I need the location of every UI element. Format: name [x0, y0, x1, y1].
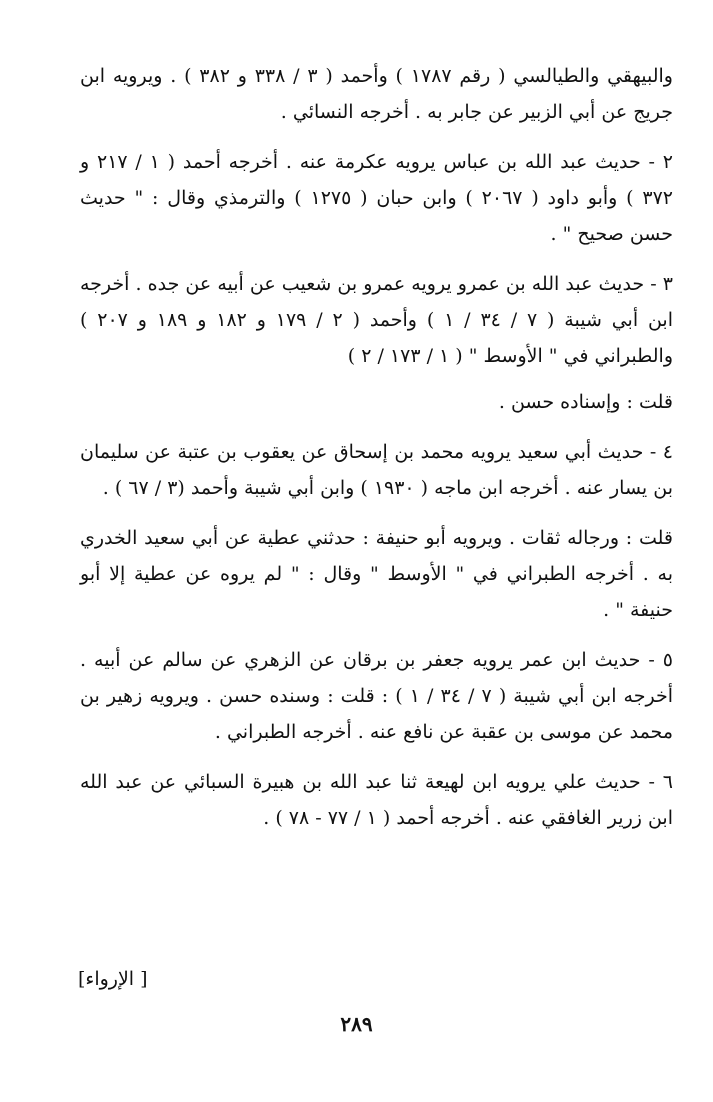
paragraph-hadith-2: ٢ - حديث عبد الله بن عباس يرويه عكرمة عنه . أخرجه أحمد ( ١ / ٢١٧ و ٣٧٢ ) وأبو داود ( ٢٠٦٧ ) وابن حبان ( ١٢٧٥ ) والترمذي وقال : " حديث حسن صحيح " . [80, 151, 673, 245]
paragraph-hadith-3: ٣ - حديث عبد الله بن عمرو يرويه عمرو بن شعيب عن أبيه عن جده . أخرجه ابن أبي شيبة ( ٧ / ٣٤ / ١ ) وأحمد ( ٢ / ١٧٩ و ١٨٢ و ١٨٩ و ٢٠٧ ) والطبراني في " الأوسط " ( ١ / ١٧٣ / ٢ ) [80, 273, 674, 367]
paragraph-hadith-4: ٤ - حديث أبي سعيد يرويه محمد بن إسحاق عن يعقوب بن عتبة عن سليمان بن يسار عنه . أخرجه ابن ماجه ( ١٩٣٠ ) وابن أبي شيبة وأحمد (٣ / ٦٧ ) . [80, 441, 673, 499]
page-body [80, 58, 673, 836]
footer-reference: [ الإرواء] [78, 968, 148, 990]
paragraph-continuation: والبيهقي والطيالسي ( رقم ١٧٨٧ ) وأحمد ( ٣ / ٣٣٨ و ٣٨٢ ) . ويرويه ابن جريج عن أبي الزبير عن جابر به . أخرجه النسائي . [80, 65, 673, 123]
paragraph-hadith-5: ٥ - حديث ابن عمر يرويه جعفر بن برقان عن الزهري عن سالم عن أبيه . أخرجه ابن أبي شيبة ( ٧ / ٣٤ / ١ ) : قلت : وسنده حسن . ويرويه زهير بن محمد عن موسى بن عقبة عن نافع عنه . أخرجه الطبراني . [80, 649, 673, 743]
paragraph-hadith-6: ٦ - حديث علي يرويه ابن لهيعة ثنا عبد الله بن هبيرة السبائي عن عبد الله ابن زرير الغافقي عنه . أخرجه أحمد ( ١ / ٧٧ - ٧٨ ) . [80, 771, 673, 829]
page-number: ٢٨٩ [340, 1012, 373, 1036]
paragraph-comment-3: قلت : وإسناده حسن . [498, 391, 673, 413]
paragraph-comment-4: قلت : ورجاله ثقات . ويرويه أبو حنيفة : حدثني عطية عن أبي سعيد الخدري به . أخرجه الطبراني في " الأوسط " وقال : " لم يروه عن عطية إلا أبو حنيفة " . [80, 527, 673, 621]
